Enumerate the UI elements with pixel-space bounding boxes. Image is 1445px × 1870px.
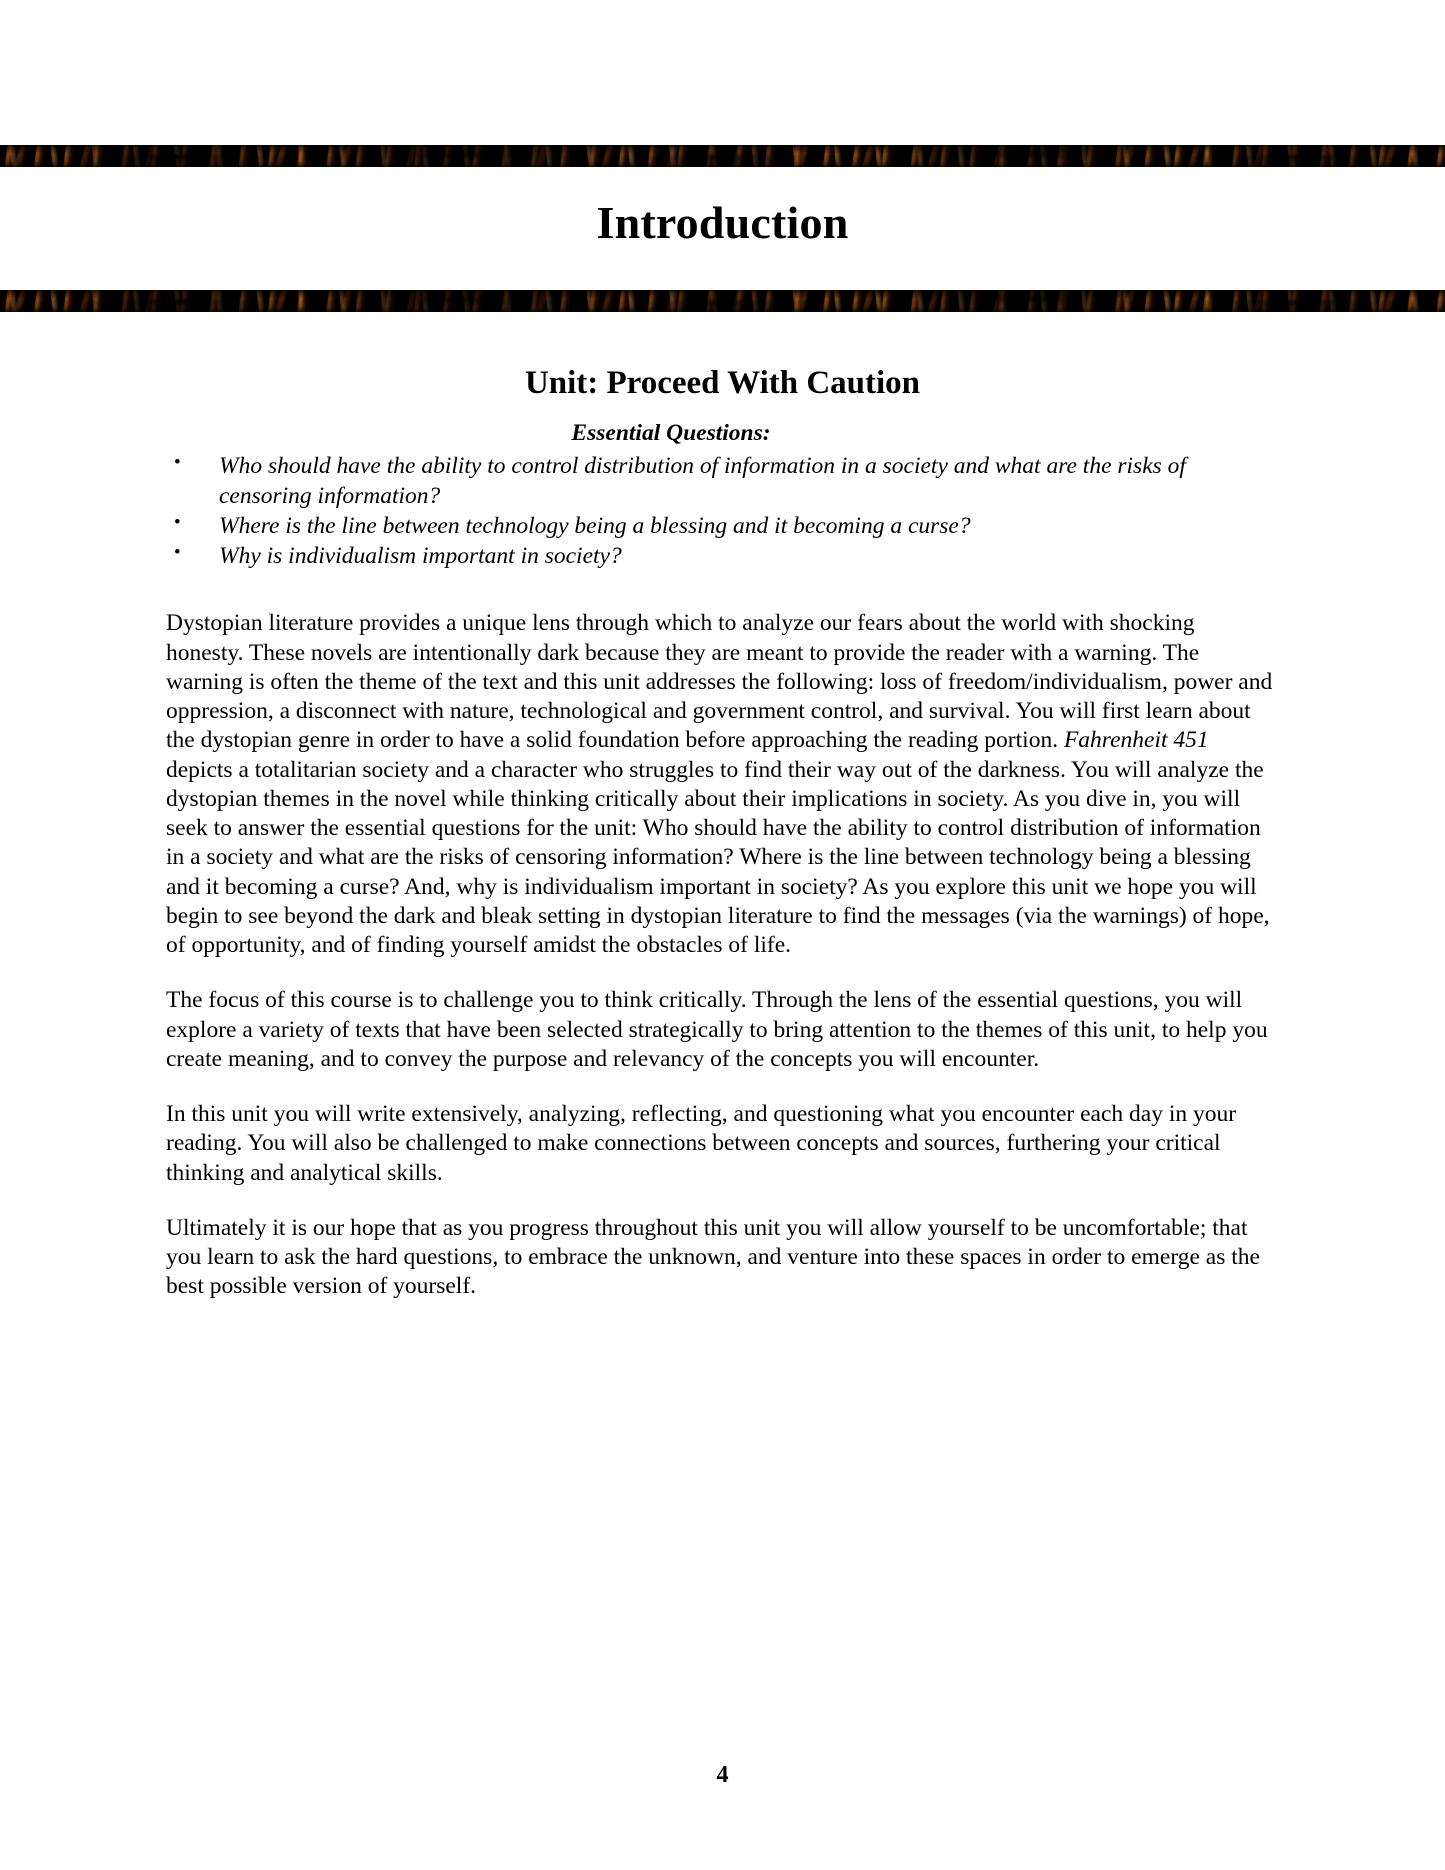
essential-questions-heading: Essential Questions:: [571, 420, 771, 446]
book-title-fahrenheit-451: Fahrenheit 451: [1063, 727, 1209, 754]
flame-banner-top-image: [0, 145, 1445, 167]
bullet-glyph: •: [174, 511, 181, 533]
body-paragraph-1: [166, 609, 1276, 960]
list-item-text: Who should have the ability to control distribution of information in a society and what are the risks of censoring information?: [219, 453, 1186, 509]
document-content: [166, 420, 1276, 1302]
body-copy: [166, 609, 1276, 1301]
list-item: [166, 452, 1276, 512]
list-item: [166, 512, 1276, 542]
bullet-glyph: •: [174, 452, 181, 473]
body-paragraph-4: Ultimately it is our hope that as you progress throughout this unit you will allow yourself to be uncomfortable; that you learn to ask the hard questions, to embrace the unknown, and venture into these spaces in order to emerge as the best possible version of yourself.: [166, 1214, 1260, 1300]
paragraph-1-text-before-title: Dystopian literature provides a unique lens through which to analyze our fears about the world with shocking honesty. These novels are intentionally dark because they are meant to provide the reader with a warning. The warning is often the theme of the text and this unit addresses the following: loss of freedom/individualism, power and oppression, a disconnect with nature, technological and government control, and survival. You will first learn about the dystopian genre in order to have a solid foundation before approaching the reading portion.: [166, 610, 1273, 754]
flame-banner-bottom-image: [0, 290, 1445, 312]
paragraph-1-text-after-title: depicts a totalitarian society and a character who struggles to find their way out of the darkness. You will analyze the dystopian themes in the novel while thinking critically about their implications in society. As you dive in, you will seek to answer the essential questions for the unit: Who should have the ability to control distribution of information in a society and what are the risks of censoring information? Where is the line between technology being a blessing and it becoming a curse? And, why is individualism important in society? As you explore this unit we hope you will begin to see beyond the dark and bleak setting in dystopian literature to find the messages (via the warnings) of hope, of opportunity, and of finding yourself amidst the obstacles of life.: [166, 756, 1270, 959]
bullet-glyph: •: [174, 541, 181, 563]
body-paragraph-3: In this unit you will write extensively, analyzing, reflecting, and questioning what you encounter each day in your reading. You will also be challenged to make connections between concepts and sources, furthering your critical thinking and analytical skills.: [166, 1101, 1237, 1186]
essential-questions-list: [166, 452, 1276, 571]
page-title: Introduction: [596, 196, 849, 248]
body-paragraph-2: The focus of this course is to challenge you to think critically. Through the lens of the essential questions, you will explore a variety of texts that have been selected strategically to bring attention to the themes of this unit, to help you create meaning, and to convey the purpose and relevancy of the concepts you will encounter.: [166, 987, 1268, 1072]
list-item: [166, 542, 1276, 572]
list-item-text: Why is individualism important in society?: [219, 542, 622, 569]
page-number: 4: [716, 1762, 729, 1788]
list-item-text: Where is the line between technology being a blessing and it becoming a curse?: [219, 512, 971, 539]
unit-heading: Unit: Proceed With Caution: [524, 365, 921, 402]
